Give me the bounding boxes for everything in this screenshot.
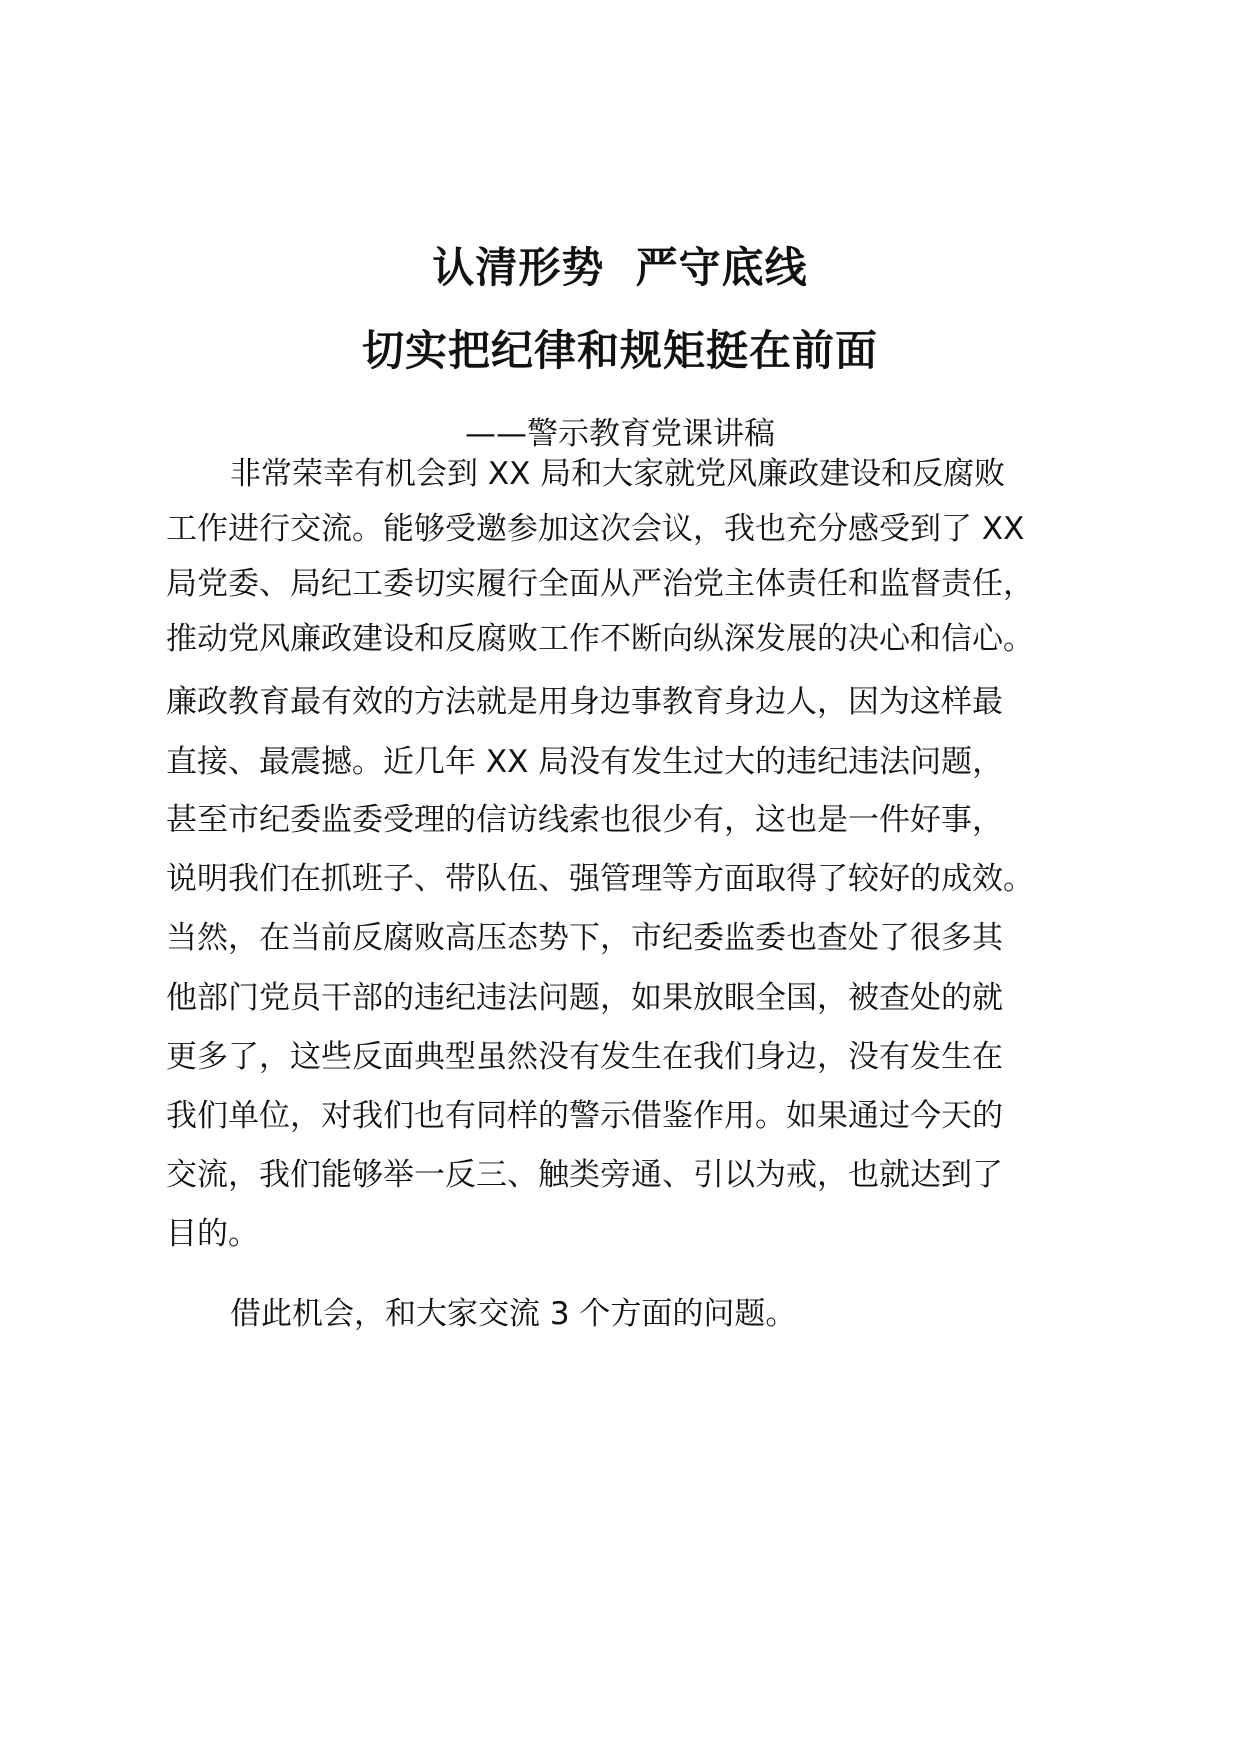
paragraph-1-line: 推动党风廉政建设和反腐败工作不断向纵深发展的决心和信心。 [166,621,1034,657]
subtitle: ——警示教育党课讲稿 [465,416,775,452]
paragraph-1-line: 我们单位，对我们也有同样的警示借鉴作用。如果通过今天的 [166,1098,1003,1134]
paragraph-1-line: 廉政教育最有效的方法就是用身边事教育身边人，因为这样最 [166,684,1003,720]
paragraph-1-line: 更多了，这些反面典型虽然没有发生在我们身边，没有发生在 [166,1039,1003,1075]
paragraph-1-line: 说明我们在抓班子、带队伍、强管理等方面取得了较好的成效。 [166,861,1034,897]
paragraph-1-line: 工作进行交流。能够受邀参加这次会议，我也充分感受到了 XX [166,511,1025,547]
title-line-2: 切实把纪律和规矩挺在前面 [361,326,878,375]
paragraph-2: 借此机会，和大家交流 3 个方面的问题。 [230,1296,797,1332]
paragraph-1-line: 交流，我们能够举一反三、触类旁通、引以为戒，也就达到了 [166,1157,1003,1193]
paragraph-1-line: 直接、最震撼。近几年 XX 局没有发生过大的违纪违法问题， [166,744,1004,780]
paragraph-1-line: 目的。 [166,1216,259,1252]
paragraph-1-line: 非常荣幸有机会到 XX 局和大家就党风廉政建设和反腐败 [230,456,1006,492]
title-line-1: 认清形势 严守底线 [432,243,808,292]
paragraph-1-line: 甚至市纪委监委受理的信访线索也很少有，这也是一件好事， [166,802,1003,838]
paragraph-1-line: 当然，在当前反腐败高压态势下，市纪委监委也查处了很多其 [166,920,1003,956]
paragraph-1-line: 他部门党员干部的违纪违法问题，如果放眼全国，被查处的就 [166,980,1003,1016]
paragraph-1-line: 局党委、局纪工委切实履行全面从严治党主体责任和监督责任， [166,566,1034,602]
